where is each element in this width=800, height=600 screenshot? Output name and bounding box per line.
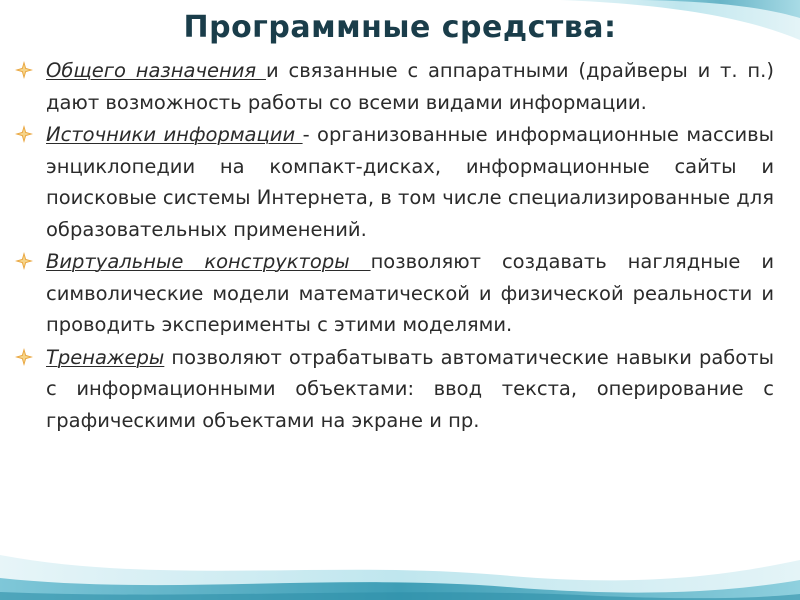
diamond-bullet-icon [14,251,34,271]
list-item [14,246,774,341]
list-item [14,342,774,437]
item-text: и связанные с аппаратными (драйверы и т. п.) дают возможность работы со всеми видами информации. [46,59,774,114]
diamond-bullet-icon [14,60,34,80]
diamond-bullet-icon [14,347,34,367]
item-term: Виртуальные конструкторы [46,250,371,273]
diamond-bullet-icon [14,124,34,144]
list-item [14,119,774,245]
slide-title: Программные средства: [183,10,617,45]
bullet-list [14,55,774,437]
item-term: Общего назначения [46,59,266,82]
list-item [14,55,774,118]
item-text: позволяют создавать наглядные и символические модели математической и физической реальности и проводить эксперименты с этими моделями. [46,250,775,336]
item-term: Тренажеры [46,345,165,369]
item-term: Источники информации [46,123,303,146]
item-text: позволяют отрабатывать автоматические навыки работы с информационными объектами: ввод текста, оперирование с графическими объектами на экране и пр. [46,345,774,432]
item-text: - организованные информационные массивы энциклопедии на компакт-дисках, информационные сайты и поисковые системы Интернета, в том числе специализированные для образовательных применений. [46,123,775,241]
